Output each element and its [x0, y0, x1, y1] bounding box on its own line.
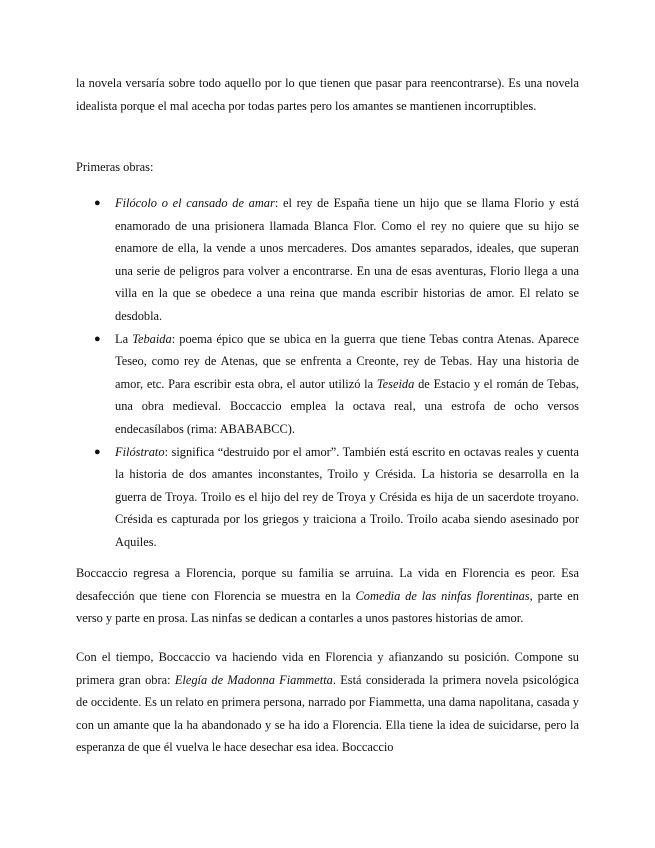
bullet-icon: ● — [94, 197, 101, 209]
paragraph-text: Boccaccio regresa a Florencia, porque su familia se arruina. La vida en Florencia es peor. Esa desafección que tiene con Florencia se muestra en la — [76, 566, 579, 603]
list-item-text: : significa “destruido por el amor”. También está escrito en octavas reales y cuenta la historia de dos amantes inconstantes, Troilo y Crésida. La historia se desarrolla en la guerra de Troya. Troilo es el hijo del rey de Troya y Crésida es hija de un sacerdote troyano. Crésida es capturada por los griegos y traiciona a Troilo. Troilo acaba siendo asesinado por Aquiles. — [115, 444, 579, 549]
paragraph-text: . Está considerada la primera novela psicológica de occidente. Es un relato en primera persona, narrado por Fiammetta, una dama napolitana, casada y con un amante que la ha abandonado y se ha ido a Florencia. Ella tiene la idea de suicidarse, pero la esperanza de que él vuelva le hace desechar esa idea. Boccaccio — [76, 672, 579, 755]
paragraph-florencia — [76, 562, 579, 630]
paragraph-top: la novela versaría sobre todo aquello por lo que tienen que pasar para reencontrarse). Es una novela idealista porque el mal acecha por todas partes pero los amantes se mantienen incorruptibles. — [76, 76, 579, 113]
list-item-text: de Estacio y el román de Tebas, una obra medieval. Boccaccio emplea la octava real, una estrofa de ocho versos endecasílabos (rima: ABABABCC). — [115, 376, 579, 436]
work-title: Filócolo o el cansado de amar — [115, 196, 275, 210]
list-item-filocolo — [76, 192, 579, 328]
work-title: Teseida — [376, 376, 415, 391]
list-item-tebaida — [76, 328, 579, 441]
bullet-icon: ● — [94, 445, 101, 458]
works-list — [76, 192, 579, 554]
work-title: Filóstrato — [115, 444, 165, 459]
work-title: Tebaida — [132, 331, 172, 346]
bullet-icon: ● — [94, 332, 101, 345]
list-item-prefix: La — [115, 331, 133, 346]
paragraph-text: Con el tiempo, Boccaccio va haciendo vida en Florencia y afianzando su posición. Compone su primera gran obra: — [76, 650, 579, 687]
work-title: Elegía de Madonna Fiammetta — [174, 672, 333, 687]
list-item-text: : el rey de España tiene un hijo que se llama Florio y está enamorado de una prisionera llamada Blanca Flor. Como el rey no quiere que su hijo se enamore de ella, la vende a unos mercaderes. Dos amantes separados, ideales, que superan una serie de peligros para volver a encontrarse. En una de esas aventuras, Florio llega a una villa en la que se obedece a una reina que manda escribir historias de amor. El relato se desdobla. — [115, 196, 580, 323]
list-item-filostrato — [76, 441, 579, 554]
section-heading-primeras-obras: Primeras obras: — [76, 160, 154, 174]
paragraph-fiammetta — [76, 646, 579, 759]
work-title: Comedia de las ninfas florentinas — [355, 588, 530, 603]
list-item-text: : poema épico que se ubica en la guerra que tiene Tebas contra Atenas. Aparece Teseo, como rey de Atenas, que se enfrenta a Creonte, rey de Tebas. Hay una historia de amor, etc. Para escribir esta obra, el autor utilizó la — [115, 331, 579, 391]
paragraph-text: , parte en verso y parte en prosa. Las ninfas se dedican a contarles a unos pastores historias de amor. — [76, 588, 579, 626]
